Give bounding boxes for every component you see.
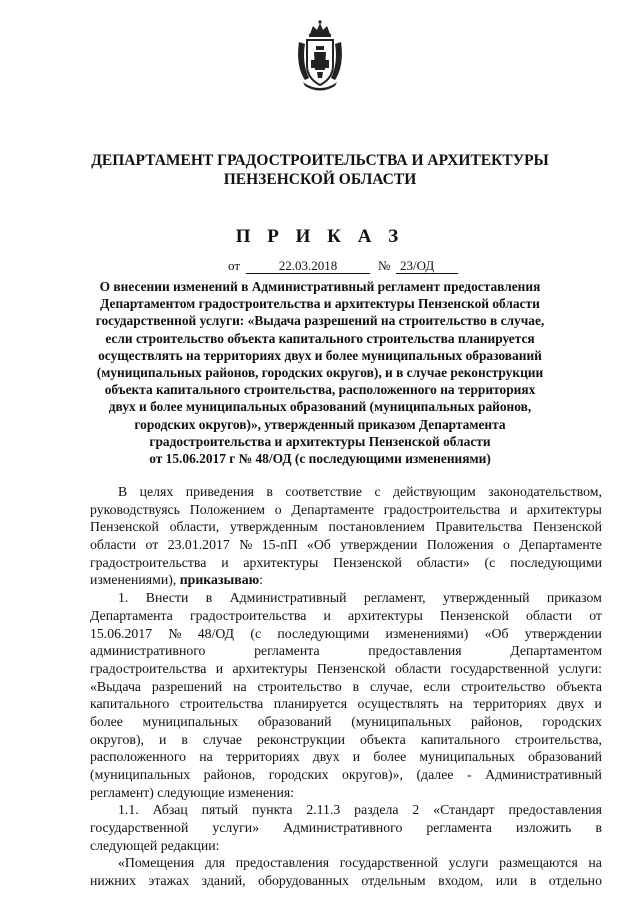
body-word: о xyxy=(274,501,282,517)
body-word: в xyxy=(595,820,602,836)
body-word: государственной xyxy=(450,660,549,676)
body-word: зданий, xyxy=(201,873,246,889)
body-word: последующими xyxy=(277,625,370,641)
body-word: случае, xyxy=(370,678,413,694)
body-word: строительство xyxy=(461,678,546,694)
body-line xyxy=(90,501,602,519)
body-word: и xyxy=(509,501,518,517)
order-title: П Р И К А З xyxy=(235,226,405,247)
body-word: Пензенской xyxy=(316,660,386,676)
body-word: соответствие xyxy=(285,484,363,499)
body-word: планируется xyxy=(273,696,348,712)
body-word: Пензенской xyxy=(333,554,402,570)
subject-line: если строительство объекта капитального строительства планируется xyxy=(105,330,535,346)
body-word: - xyxy=(466,767,472,782)
body-word: приведения xyxy=(185,484,254,499)
body-word: утверждении xyxy=(340,537,418,553)
body-line xyxy=(90,536,602,554)
body-word: округов)», xyxy=(342,767,403,782)
body-word: разрешений xyxy=(151,678,223,694)
body-word: Пензенской xyxy=(533,519,602,535)
body-word: утвержденным xyxy=(229,519,318,535)
body-text: регламент) следующие изменения: xyxy=(90,784,295,800)
body-word: на xyxy=(449,696,463,712)
body-word: приказом xyxy=(546,590,602,606)
body-line xyxy=(90,695,602,713)
body-word: архитектуры xyxy=(527,501,602,517)
subject-line: О внесении изменений в Административный регламент предоставления xyxy=(99,279,541,294)
body-word: оборудованных xyxy=(258,873,349,889)
body-word: 23.01.2017 xyxy=(167,537,230,553)
body-text: : xyxy=(259,572,263,588)
body-word: изложить xyxy=(515,820,572,836)
body-word: «Выдача xyxy=(90,678,142,694)
body-word: в xyxy=(205,590,213,606)
body-word: раздела xyxy=(354,802,399,818)
body-word: Департаменте xyxy=(519,537,602,553)
body-word: более xyxy=(90,713,123,729)
body-word: 2 xyxy=(412,802,420,818)
body-word: и xyxy=(594,696,602,712)
body-line xyxy=(90,748,602,766)
body-line xyxy=(90,837,602,855)
body-word: (муниципальных xyxy=(351,713,452,729)
body-word: более xyxy=(373,749,407,765)
body-word: если xyxy=(423,678,451,694)
body-word: услуги: xyxy=(558,660,602,676)
department-name xyxy=(60,151,580,189)
body-word: 2.11.3 xyxy=(306,802,341,818)
body-word: (далее xyxy=(416,767,454,782)
body-word: в xyxy=(266,484,273,499)
body-word: размещаются xyxy=(499,855,578,871)
body-line xyxy=(90,660,602,678)
body-text: изменениями), xyxy=(90,572,180,588)
body-word: Положением xyxy=(189,501,265,517)
body-word: Департаментом xyxy=(510,643,602,659)
body-word: утверждении xyxy=(524,625,602,641)
body-word: образований xyxy=(257,713,332,729)
body-word: действующим xyxy=(393,484,476,499)
body-word: Департамента xyxy=(90,607,173,623)
body-word: регламента xyxy=(426,820,492,836)
subject-line: осуществлять на территориях двух и более муниципальных образований xyxy=(98,347,542,363)
body-word: пятый xyxy=(201,802,239,818)
subject-line: объекта капитального строительства, расположенного на территориях xyxy=(104,382,536,398)
body-line xyxy=(90,731,602,749)
body-line xyxy=(90,483,602,501)
body-word: предоставления xyxy=(235,855,330,871)
body-line xyxy=(90,625,602,643)
body-word: строительства xyxy=(179,696,264,712)
body-word: нижних xyxy=(90,873,136,889)
body-word: градостроительства xyxy=(90,554,207,570)
body-word: области xyxy=(395,660,442,676)
body-word: на xyxy=(199,749,213,765)
body-word: № xyxy=(168,625,182,641)
body-line xyxy=(90,713,602,731)
body-word: области, xyxy=(169,519,220,535)
body-word: архитектуры xyxy=(347,607,423,623)
body-line xyxy=(90,678,602,696)
body-word: последующими xyxy=(510,554,602,570)
body-line xyxy=(90,854,602,872)
body-word: от xyxy=(145,537,159,553)
body-word: области» xyxy=(416,554,470,570)
body-word: отдельным xyxy=(361,873,426,889)
body-word: объекта xyxy=(556,678,602,694)
body-line xyxy=(90,784,602,802)
body-word: регламент, xyxy=(363,590,426,606)
body-line xyxy=(90,571,602,589)
body-text: следующей редакции: xyxy=(90,837,220,853)
subject-line: от 15.06.2017 г № 48/ОД (с последующими изменениями) xyxy=(149,451,491,467)
body-word: муниципальных xyxy=(142,713,239,729)
body-word: расположенного xyxy=(90,749,187,765)
body-word: градостроительства xyxy=(189,607,307,623)
body-word: о xyxy=(502,537,510,553)
subject-line: городских округов)», утвержденный приказом Департамента xyxy=(134,416,506,432)
body-word: № xyxy=(239,537,253,553)
body-line xyxy=(90,554,602,572)
body-word: городских xyxy=(268,767,329,782)
body-word: округов), xyxy=(90,731,144,747)
body-word: и xyxy=(158,731,167,747)
order-subject xyxy=(70,278,570,467)
subject-line: Департаментом градостроительства и архитектуры Пензенской области xyxy=(100,296,540,312)
body-word: объекта xyxy=(360,731,406,747)
body-word: архитектуры xyxy=(232,660,308,676)
body-word: территориях xyxy=(473,696,547,712)
body-line xyxy=(90,607,602,625)
body-word: В xyxy=(118,484,128,499)
body-word: и xyxy=(352,749,361,765)
date-prefix: от xyxy=(228,258,241,273)
body-word: на xyxy=(588,855,602,871)
subject-line: государственной услуги: «Выдача разрешений на строительство в случае, xyxy=(95,313,545,329)
body-word: этажах xyxy=(148,873,190,889)
body-word: двух xyxy=(312,749,340,765)
order-body xyxy=(90,483,602,890)
body-word: Административного xyxy=(283,820,403,836)
body-word: 1.1. xyxy=(118,802,139,818)
body-word: образований xyxy=(528,749,602,765)
body-line xyxy=(90,801,602,819)
body-word: и xyxy=(215,660,224,676)
body-word: Абзац xyxy=(152,802,188,818)
body-word: постановлением xyxy=(328,519,425,535)
body-word: Департаменте xyxy=(291,501,374,517)
body-line xyxy=(90,518,602,536)
order-date: 22.03.2018 xyxy=(246,258,370,274)
body-word: «Стандарт xyxy=(433,802,495,818)
body-word: в xyxy=(181,731,188,747)
body-word: 15.06.2017 xyxy=(90,625,153,641)
body-word: регламента xyxy=(254,643,320,659)
directive-word: приказываю xyxy=(179,572,260,588)
body-word: «Об xyxy=(306,537,331,553)
subject-line: градостроительства и архитектуры Пензенской области xyxy=(149,433,491,449)
body-word: государственной xyxy=(339,855,439,871)
body-line xyxy=(90,589,602,607)
body-word: руководствуясь xyxy=(90,501,180,517)
body-word: для xyxy=(204,855,226,871)
body-line xyxy=(90,766,602,784)
body-word: градостроительства xyxy=(90,660,207,676)
body-word: с xyxy=(374,484,381,499)
body-word: и xyxy=(323,607,331,623)
body-word: услуги» xyxy=(212,820,260,836)
body-word: целях xyxy=(139,484,174,499)
body-word: строительство xyxy=(257,678,342,694)
coat-of-arms-emblem xyxy=(295,20,345,92)
body-word: осуществлять xyxy=(357,696,439,712)
body-word: (с xyxy=(484,554,496,570)
body-word: «Помещения xyxy=(118,855,195,871)
department-name-line1: ДЕПАРТАМЕНТ ГРАДОСТРОИТЕЛЬСТВА И АРХИТЕКТУРЫ xyxy=(91,152,549,169)
body-word: 48/ОД xyxy=(197,625,235,641)
body-line xyxy=(90,819,602,837)
body-word: Административный xyxy=(229,590,347,606)
body-word: капитального xyxy=(90,696,170,712)
body-word: архитектуры xyxy=(243,554,319,570)
body-word: услуги xyxy=(448,855,489,871)
body-word: городских xyxy=(542,713,602,729)
body-word: «Об xyxy=(484,625,509,641)
body-word: входом, xyxy=(438,873,484,889)
body-word: и xyxy=(221,554,229,570)
body-word: Пензенской xyxy=(440,607,509,623)
body-word: пункта xyxy=(251,802,293,818)
body-word: области xyxy=(525,607,573,623)
body-word: в xyxy=(529,873,537,889)
body-line xyxy=(90,642,602,660)
body-word: реконструкции xyxy=(256,731,346,747)
number-prefix: № xyxy=(378,258,391,273)
body-word: строительства, xyxy=(515,731,602,747)
body-word: в xyxy=(352,678,360,694)
body-word: (муниципальных xyxy=(90,767,191,782)
body-word: области xyxy=(90,537,137,553)
body-word: двух xyxy=(557,696,585,712)
body-line xyxy=(90,872,602,890)
body-word: административного xyxy=(90,643,206,659)
body-word: муниципальных xyxy=(419,749,515,765)
body-word: отдельно xyxy=(548,873,602,889)
subject-line: (муниципальных районов, городских округов), и в случае реконструкции xyxy=(96,365,544,381)
body-word: (с xyxy=(250,625,262,641)
body-word: территориях xyxy=(225,749,300,765)
body-word: капитального xyxy=(420,731,501,747)
body-word: 1. xyxy=(118,590,129,606)
body-word: Внести xyxy=(145,590,189,606)
body-word: Положения xyxy=(426,537,494,553)
department-name-line2: ПЕНЗЕНСКОЙ ОБЛАСТИ xyxy=(223,171,417,188)
body-word: государственной xyxy=(90,820,189,836)
body-word: от xyxy=(589,607,602,623)
body-word: Правительства xyxy=(435,519,523,535)
body-word: случае xyxy=(202,731,242,747)
body-word: изменениями) xyxy=(385,625,469,641)
body-word: утвержденный xyxy=(443,590,530,606)
body-word: районов, xyxy=(470,713,523,729)
body-word: градостроительства xyxy=(383,501,501,517)
order-number: 23/ОД xyxy=(396,258,458,274)
subject-line: двух и более муниципальных образований (муниципальных районов, xyxy=(108,399,532,415)
body-word: на xyxy=(233,678,247,694)
body-word: Пензенской xyxy=(90,519,159,535)
body-word: Административный xyxy=(485,767,602,782)
body-word: предоставления xyxy=(508,802,602,818)
body-word: или xyxy=(495,873,518,889)
body-word: районов, xyxy=(203,767,256,782)
body-word: предоставления xyxy=(368,643,462,659)
body-word: 15-пП xyxy=(261,537,298,553)
body-word: законодательством, xyxy=(488,484,602,499)
